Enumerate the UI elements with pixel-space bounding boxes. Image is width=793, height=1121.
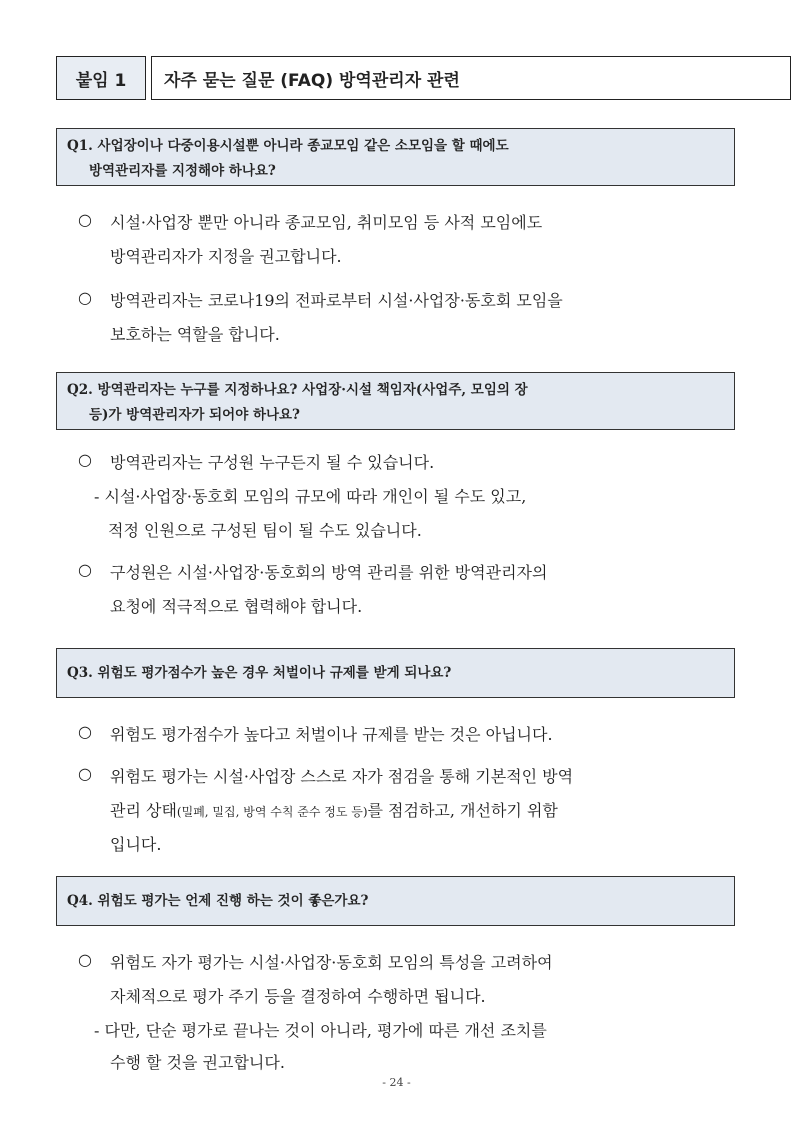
appendix-title: 자주 묻는 질문 (FAQ) 방역관리자 관련 [151, 56, 791, 100]
page-number: - 24 - [382, 1076, 411, 1089]
answer-q4-detail-line2: 수행 할 것을 권고합니다. [110, 1053, 285, 1072]
question-q4-line1: Q4. 위험도 평가는 언제 진행 하는 것이 좋은가요? [67, 892, 369, 909]
answer-q2-detail-line2: 적정 인원으로 구성된 팀이 될 수도 있습니다. [108, 521, 422, 540]
answer-q2-a2-line2: 요청에 적극적으로 협력해야 합니다. [110, 597, 363, 616]
appendix-tag: 붙임 1 [56, 56, 146, 100]
answer-q2-a2-line1: 구성원은 시설·사업장·동호회의 방역 관리를 위한 방역관리자의 [110, 563, 548, 582]
bullet-circle: ○ [78, 950, 92, 969]
question-q2-line2: 등)가 방역관리자가 되어야 하나요? [89, 407, 300, 423]
answer-q4-a1-line2: 자체적으로 평가 주기 등을 결정하여 수행하면 됩니다. [110, 987, 486, 1006]
question-q3-line1: Q3. 위험도 평가점수가 높은 경우 처벌이나 규제를 받게 되나요? [67, 664, 452, 681]
answer-q3-a2-line2-part1: 관리 상태 [110, 801, 177, 820]
question-q2-line1: Q2. 방역관리자는 누구를 지정하나요? 사업장·시설 책임자(사업주, 모임의 장 [67, 382, 528, 398]
answer-q3-a2-line2 [110, 798, 558, 821]
answer-q3-a2-line2-note: (밀폐, 밀집, 방역 수칙 준수 정도 등) [176, 805, 368, 819]
answer-q1-a1-line2: 방역관리자가 지정을 권고합니다. [110, 247, 342, 266]
question-box-q2 [56, 372, 735, 430]
answer-q2-detail-line1: - 시설·사업장·동호회 모임의 규모에 따라 개인이 될 수도 있고, [94, 487, 527, 506]
bullet-circle: ○ [78, 560, 92, 579]
answer-q3-a1: 위험도 평가점수가 높다고 처벌이나 규제를 받는 것은 아닙니다. [110, 725, 553, 744]
bullet-circle: ○ [78, 722, 92, 741]
answer-q4-detail-line1: - 다만, 단순 평가로 끝나는 것이 아니라, 평가에 따른 개선 조치를 [94, 1021, 547, 1040]
question-q1-line2: 방역관리자를 지정해야 하나요? [89, 163, 276, 179]
bullet-circle: ○ [78, 210, 92, 229]
question-box-q3 [56, 648, 735, 698]
answer-q1-a1-line1: 시설·사업장 뿐만 아니라 종교모임, 취미모임 등 사적 모임에도 [110, 213, 543, 232]
bullet-circle: ○ [78, 288, 92, 307]
answer-q1-a2-line1: 방역관리자는 코로나19의 전파로부터 시설·사업장·동호회 모임을 [110, 291, 563, 310]
answer-q3-a2-line3: 입니다. [110, 835, 162, 854]
question-box-q4 [56, 876, 735, 926]
answer-q2-a1: 방역관리자는 구성원 누구든지 될 수 있습니다. [110, 453, 435, 472]
answer-q3-a2-line1: 위험도 평가는 시설·사업장 스스로 자가 점검을 통해 기본적인 방역 [110, 767, 574, 786]
answer-q3-a2-line2-part2: 를 점검하고, 개선하기 위함 [367, 801, 558, 820]
answer-q1-a2-line2: 보호하는 역할을 합니다. [110, 325, 280, 344]
answer-q4-a1-line1: 위험도 자가 평가는 시설·사업장·동호회 모임의 특성을 고려하여 [110, 953, 553, 972]
bullet-circle: ○ [78, 764, 92, 783]
question-q1-line1: Q1. 사업장이나 다중이용시설뿐 아니라 종교모임 같은 소모임을 할 때에도 [67, 138, 509, 154]
bullet-circle: ○ [78, 450, 92, 469]
question-box-q1 [56, 128, 735, 186]
